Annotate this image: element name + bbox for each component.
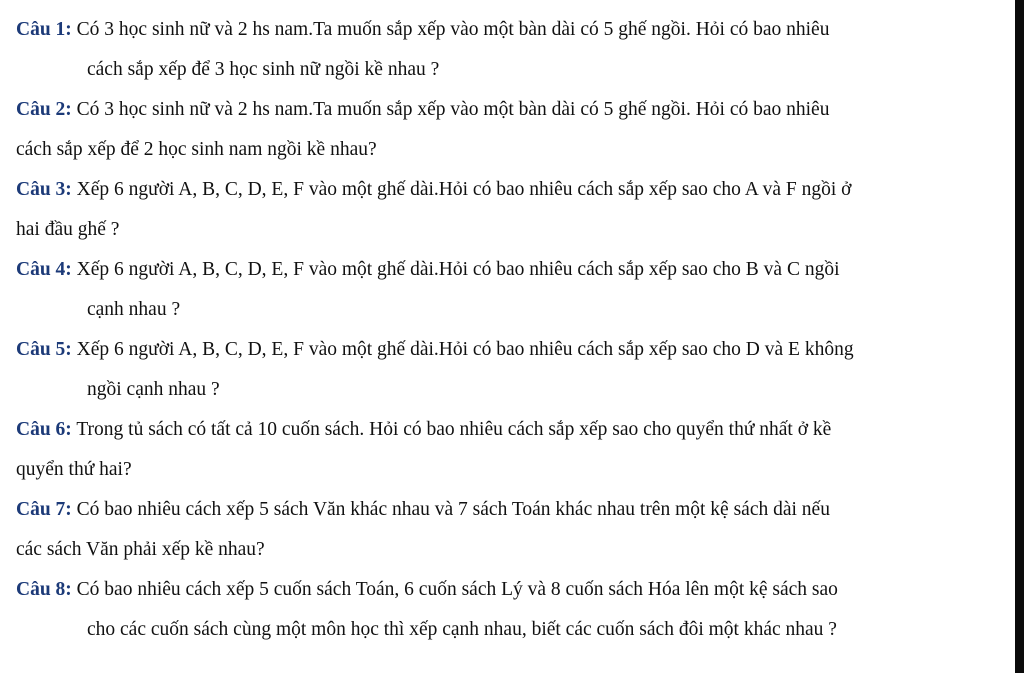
question-line-2: quyển thứ hai? [16,459,132,480]
question-label: Câu 5: [16,339,72,360]
question-text: Xếp 6 người A, B, C, D, E, F vào một ghế dài.Hỏi có bao nhiêu cách sắp xếp sao cho D và E không [71,339,854,360]
question-label: Câu 2: [16,99,72,120]
question-line-1 [16,174,1001,214]
question-line-1 [16,414,1001,454]
question-line-1 [16,494,1001,534]
question-text: Có bao nhiêu cách xếp 5 cuốn sách Toán, 6 cuốn sách Lý và 8 cuốn sách Hóa lên một kệ sách sao [71,579,838,600]
question-label: Câu 6: [16,419,72,440]
question-text: Có 3 học sinh nữ và 2 hs nam.Ta muốn sắp xếp vào một bàn dài có 5 ghế ngồi. Hỏi có bao nhiêu [71,19,830,40]
question-line-2: cho các cuốn sách cùng một môn học thì xếp cạnh nhau, biết các cuốn sách đôi một khác nhau ? [87,619,837,640]
question-line-1 [16,574,1001,614]
question-5 [16,334,1001,414]
question-6 [16,414,1001,494]
question-line-2: cách sắp xếp để 3 học sinh nữ ngồi kề nhau ? [87,59,440,80]
question-line-2: ngồi cạnh nhau ? [87,379,220,400]
question-line-2: cạnh nhau ? [87,299,181,320]
question-7 [16,494,1001,574]
question-text: Trong tủ sách có tất cả 10 cuốn sách. Hỏi có bao nhiêu cách sắp xếp sao cho quyển thứ nhất ở kề [71,419,832,440]
question-line-2: các sách Văn phải xếp kề nhau? [16,539,265,560]
question-line-1 [16,94,1001,134]
question-text: Có 3 học sinh nữ và 2 hs nam.Ta muốn sắp xếp vào một bàn dài có 5 ghế ngồi. Hỏi có bao nhiêu [71,99,830,120]
question-text: Có bao nhiêu cách xếp 5 sách Văn khác nhau và 7 sách Toán khác nhau trên một kệ sách dài nếu [71,499,830,520]
question-label: Câu 7: [16,499,72,520]
question-text: Xếp 6 người A, B, C, D, E, F vào một ghế dài.Hỏi có bao nhiêu cách sắp xếp sao cho B và C ngồi [71,259,840,280]
question-label: Câu 1: [16,19,72,40]
question-8 [16,574,1001,654]
question-4 [16,254,1001,334]
question-line-1 [16,254,1001,294]
page-edge [1015,0,1024,673]
question-label: Câu 8: [16,579,72,600]
question-line-1 [16,14,1001,54]
question-1 [16,14,1001,94]
question-label: Câu 3: [16,179,72,200]
question-label: Câu 4: [16,259,72,280]
question-3 [16,174,1001,254]
question-line-2: cách sắp xếp để 2 học sinh nam ngồi kề nhau? [16,139,377,160]
question-line-2: hai đầu ghế ? [16,219,120,240]
question-text: Xếp 6 người A, B, C, D, E, F vào một ghế dài.Hỏi có bao nhiêu cách sắp xếp sao cho A và F ngồi ở [71,179,852,200]
question-line-1 [16,334,1001,374]
question-2 [16,94,1001,174]
